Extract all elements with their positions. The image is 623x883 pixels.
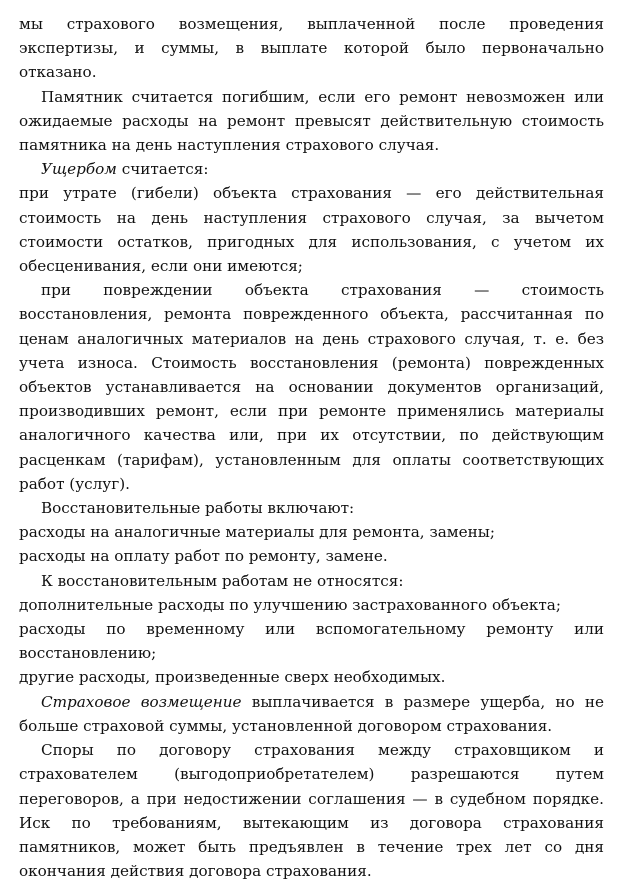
term-damage: Ущербом xyxy=(41,160,117,179)
damage-definition-text: считается: xyxy=(116,160,209,179)
list-item-temporary-repair: расходы по временному или вспомогательному ремонту или восстановлению; xyxy=(19,620,604,663)
list-item-partial-damage: при повреждении объекта страхования — стоимость восстановления, ремонта поврежденного объекта, рассчитанная по ценам аналогичных материалов на день страхового случая, т. е. без учета износа. Стоимость восстановления (ремонта) поврежденных объектов устанавливается на основании документов организаций, производивших ремонт, если при ремонте применялись материалы аналогичного качества или, при их отсутствии, по действующим расценкам (тарифам), установленным для оплаты соответствующих работ (услуг). xyxy=(19,281,604,493)
list-item-improvements: дополнительные расходы по улучшению застрахованного объекта; xyxy=(19,595,561,614)
list-item-total-loss: при утрате (гибели) объекта страхования — его действительная стоимость на день наступления страхового случая, за вычетом стоимости остатков, пригодных для использования, с учетом их обесценивания, если они имеются; xyxy=(19,184,604,276)
paragraph-damage-definition xyxy=(19,157,604,181)
paragraph-restoration-includes: Восстановительные работы включают: xyxy=(41,499,355,518)
paragraph-restoration-excludes: К восстановительным работам не относятся: xyxy=(41,571,404,590)
list-item-labor: расходы на оплату работ по ремонту, замене. xyxy=(19,547,388,566)
paragraph-continuation: мы страхового возмещения, выплаченной после проведения экспертизы, и суммы, в выплате которой было первоначально отказано. xyxy=(19,15,604,82)
insurance-compensation-text: выплачивается в размере ущерба, но не больше страховой суммы, установленной договором страхования. xyxy=(19,692,605,735)
paragraph-monument-loss: Памятник считается погибшим, если его ремонт невозможен или ожидаемые расходы на ремонт превысят действительную стоимость памятника на день наступления страхового случая. xyxy=(19,87,604,155)
list-item-materials: расходы на аналогичные материалы для ремонта, замены; xyxy=(19,523,495,542)
paragraph-disputes: Споры по договору страхования между страховщиком и страхователем (выгодоприобретателем) разрешаются путем переговоров, а при недостижении соглашения — в судебном порядке. Иск по требованиям, вытекающим из договора страхования памятников, может быть предъявлен в течение трех лет со дня окончания действия договора страхования. xyxy=(19,741,604,881)
list-item-other-expenses: другие расходы, произведенные сверх необходимых. xyxy=(19,668,446,687)
document-page xyxy=(19,12,604,883)
term-insurance-compensation: Страховое возмещение xyxy=(41,692,242,711)
